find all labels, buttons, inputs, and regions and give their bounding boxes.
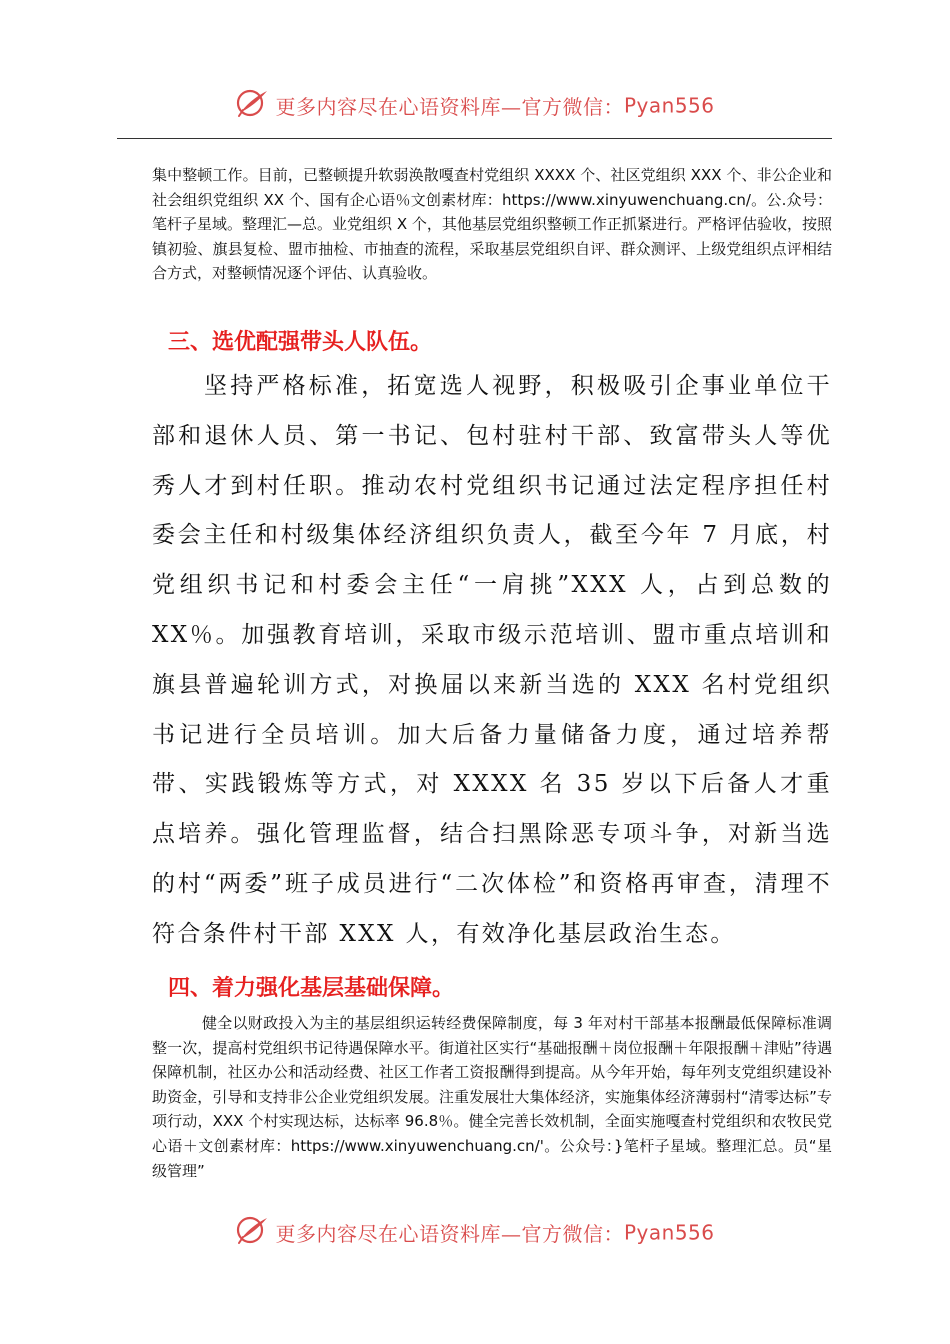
quill-logo-icon — [235, 88, 269, 123]
quill-logo-icon — [235, 1215, 269, 1250]
section-heading-4: 四、着力强化基层基础保障。 — [168, 976, 455, 1001]
header-banner — [0, 88, 950, 123]
banner-text: 更多内容尽在心语资料库—官方微信： — [275, 1222, 624, 1246]
paragraph-continued: 集中整顿工作。目前，已整顿提升软弱涣散嘎查村党组织 XXXX 个、社区党组织 XXX 个、非公企业和社会组织党组织 XX 个、国有企心语％文创素材库：https://www.xinyuwenchuang.cn/。公.众号：笔杆子星域。整理汇—总。业党组织 X 个，其他基层党组织整顿工作正抓紧进行。严格评估验收，按照镇初验、旗县复检、盟市抽检、市抽查的流程，采取基层党组织自评、群众测评、上级党组织点评相结合方式，对整顿情况逐个评估、认真验收。 — [152, 166, 832, 283]
footer-banner — [0, 1215, 950, 1250]
paragraph-section-3: 坚持严格标准，拓宽选人视野，积极吸引企事业单位干部和退休人员、第一书记、包村驻村干部、致富带头人等优秀人才到村任职。推动农村党组织书记通过法定程序担任村委会主任和村级集体经济组织负责人，截至今年 7 月底，村党组织书记和村委会主任“一肩挑”XXX 人，占到总数的 XX％。加强教育培训，采取市级示范培训、盟市重点培训和旗县普遍轮训方式，对换届以来新当选的 XXX 名村党组织书记进行全员培训。加大后备力量储备力度，通过培养帮带、实践锻炼等方式，对 XXXX 名 35 岁以下后备人才重点培养。强化管理监督，结合扫黑除恶专项斗争，对新当选的村“两委”班子成员进行“二次体检”和资格再审查，清理不符合条件村干部 XXX 人，有效净化基层政治生态。 — [152, 373, 832, 947]
banner-text: 更多内容尽在心语资料库—官方微信： — [275, 95, 624, 119]
header-divider — [117, 138, 832, 139]
banner-wechat-id: Pyan556 — [623, 93, 715, 118]
banner-wechat-id: Pyan556 — [623, 1220, 715, 1245]
paragraph-section-4: 健全以财政投入为主的基层组织运转经费保障制度，每 3 年对村干部基本报酬最低保障标准调整一次，提高村党组织书记待遇保障水平。街道社区实行“基础报酬＋岗位报酬＋年限报酬＋津贴”待遇保障机制，社区办公和活动经费、社区工作者工资报酬得到提高。从今年开始，每年列支党组织建设补助资金，引导和支持非公企业党组织发展。注重发展壮大集体经济，实施集体经济薄弱村“清零达标”专项行动，XXX 个村实现达标，达标率 96.8％。健全完善长效机制，全面实施嘎查村党组织和农牧民党心语＋文创素材库：https://www.xinyuwenchuang.cn/'。公众号：}笔杆子星域。整理汇总。员“星级管理” — [152, 1014, 832, 1180]
section-heading-3: 三、选优配强带头人队伍。 — [168, 330, 433, 355]
